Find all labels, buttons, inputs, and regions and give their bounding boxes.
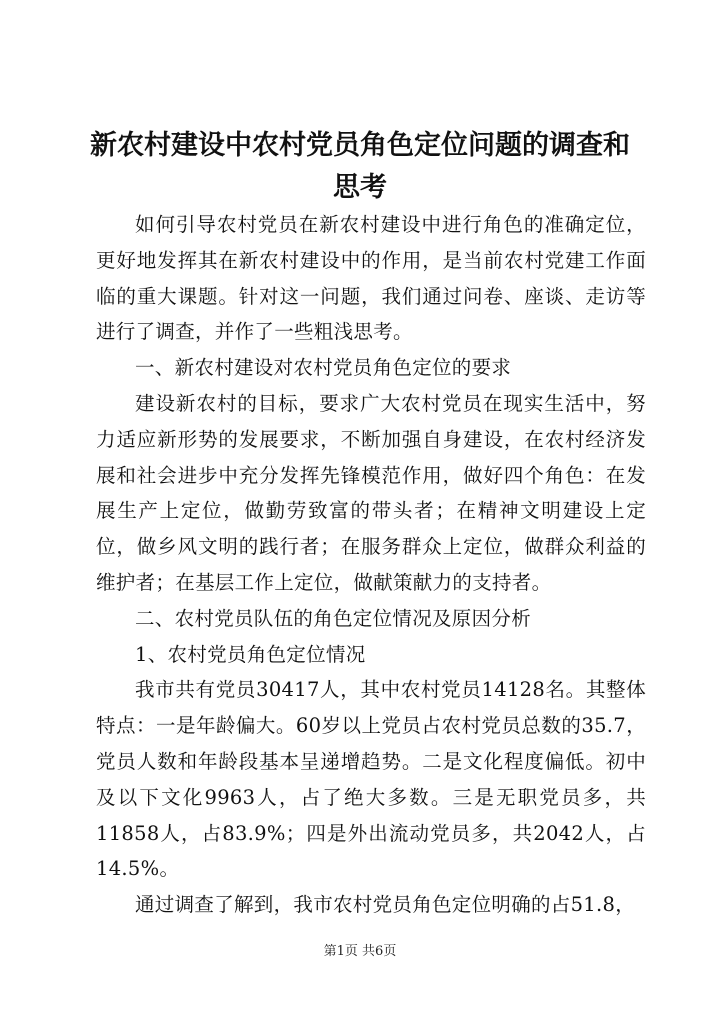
survey-paragraph: 通过调查了解到，我市农村党员角色定位明确的占51.8， [135, 893, 636, 917]
document-body [96, 207, 646, 923]
section-heading-1: 一、新农村建设对农村党员角色定位的要求 [135, 356, 512, 380]
intro-paragraph: 如何引导农村党员在新农村建设中进行角色的准确定位，更好地发挥其在新农村建设中的作用，是当前农村党建工作面临的重大课题。针对这一问题，我们通过问卷、座谈、走访等进行了调查，并作了一些粗浅思考。 [96, 213, 646, 344]
subsection-heading-1: 1、农村党员角色定位情况 [135, 642, 366, 666]
requirements-paragraph: 建设新农村的目标，要求广大农村党员在现实生活中，努力适应新形势的发展要求，不断加强自身建设，在农村经济发展和社会进步中充分发挥先锋模范作用，做好四个角色：在发展生产上定位，做勤劳致富的带头者；在精神文明建设上定位，做乡风文明的践行者；在服务群众上定位，做群众利益的维护者；在基层工作上定位，做献策献力的支持者。 [96, 391, 646, 594]
statistics-paragraph: 我市共有党员30417人，其中农村党员14128名。其整体特点：一是年龄偏大。60岁以上党员占农村党员总数的35.7，党员人数和年龄段基本呈递增趋势。二是文化程度偏低。初中及以下文化9963人，占了绝大多数。三是无职党员多，共11858人，占83.9%；四是外出流动党员多，共2042人，占14.5%。 [96, 678, 646, 881]
document-title: 新农村建设中农村党员角色定位问题的调查和思考 [90, 130, 630, 203]
section-heading-2: 二、农村党员队伍的角色定位情况及原因分析 [135, 606, 532, 630]
page-footer: 第1页 共6页 [323, 944, 397, 959]
